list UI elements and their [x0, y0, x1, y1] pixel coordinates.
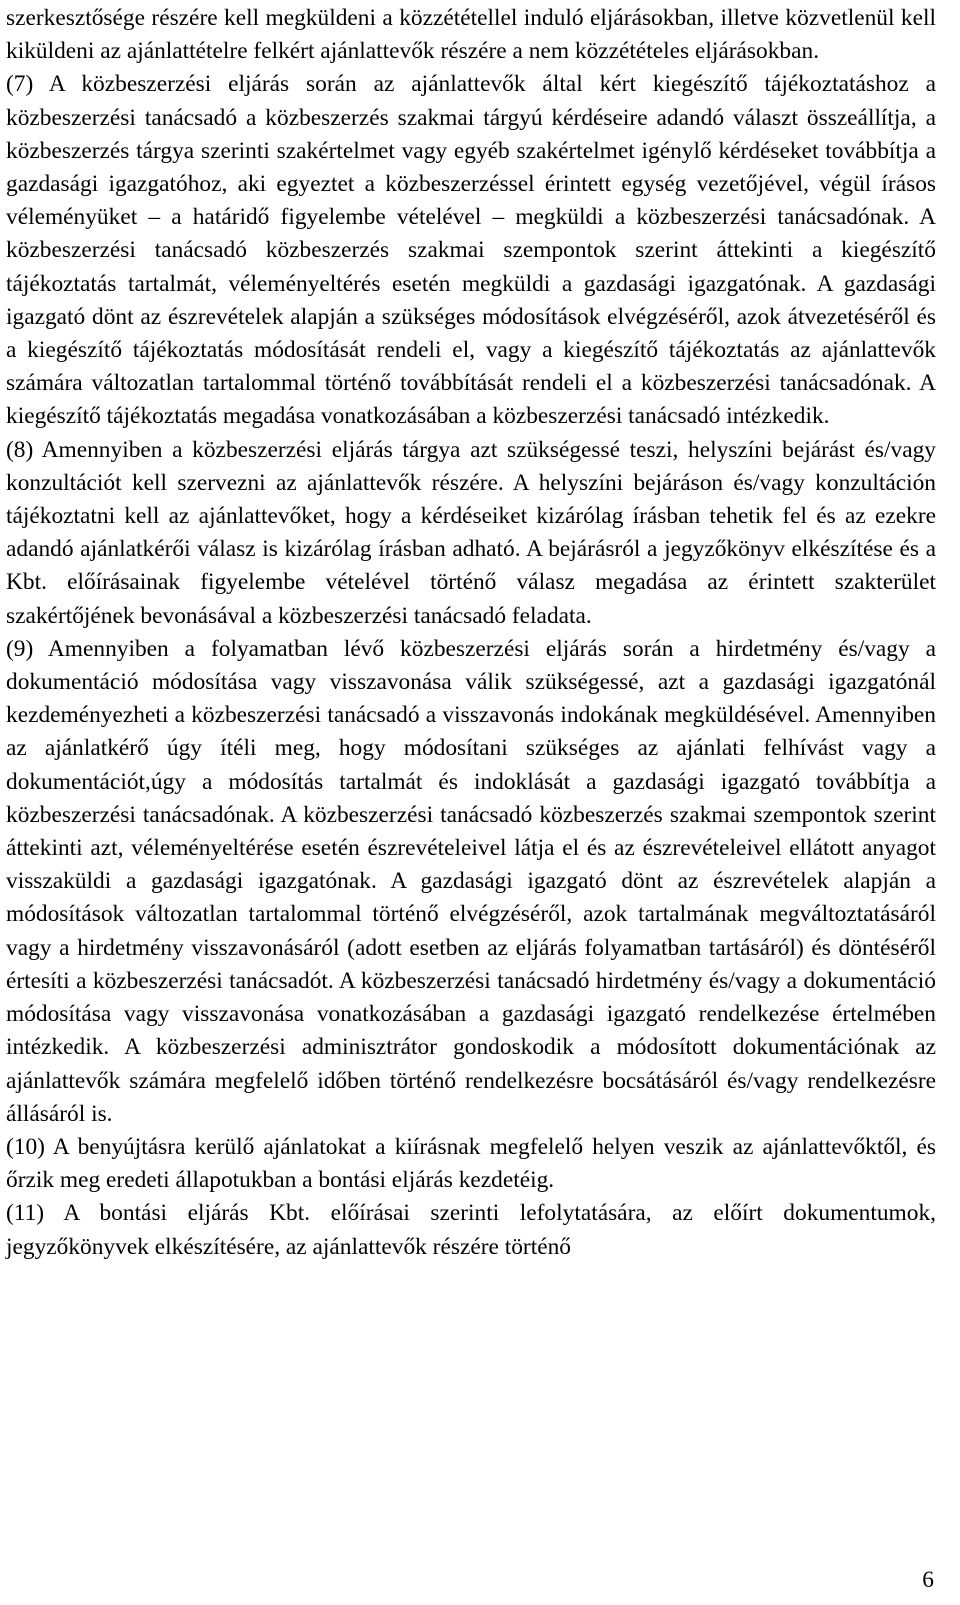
paragraph-10: (10) A benyújtásra kerülő ajánlatokat a kiírásnak megfelelő helyen veszik az ajánlattevőktől, és őrzik meg eredeti állapotukban a bontási eljárás kezdetéig. [6, 1133, 936, 1194]
paragraph-continuation: szerkesztősége részére kell megküldeni a közzététellel induló eljárásokban, illetve közvetlenül kell kiküldeni az ajánlattételre felkért ajánlattevők részére a nem közzétételes eljárásokban. [6, 5, 936, 65]
paragraph-8: (8) Amennyiben a közbeszerzési eljárás tárgya azt szükségessé teszi, helyszíni bejárást és/vagy konzultációt kell szervezni az ajánlattevők részére. A helyszíni bejáráson és/vagy konzultáción tájékoztatni kell az ajánlattevőket, hogy a kérdéseiket kizárólag írásban tehetik fel és az ezekre adandó ajánlatkérői válasz is kizárólag írásban adható. A bejárásról a jegyzőkönyv elkészítése és a Kbt. előírásainak figyelembe vételével történő válasz megadása az érintett szakterület szakértőjének bevonásával a közbeszerzési tanácsadó feladata. [6, 436, 936, 629]
document-body [6, 2, 936, 1264]
paragraph-7: (7) A közbeszerzési eljárás során az ajánlattevők által kért kiegészítő tájékoztatáshoz a közbeszerzési tanácsadó a közbeszerzés szakmai tárgyú kérdéseire adandó választ összeállítja, a közbeszerzés tárgya szerinti szakértelmet vagy egyéb szakértelmet igénylő kérdéseket továbbítja a gazdasági igazgatóhoz, aki egyeztet a közbeszerzéssel érintett egység vezetőjével, végül írásos véleményüket – a határidő figyelembe vételével – megküldi a közbeszerzési tanácsadónak. A közbeszerzési tanácsadó közbeszerzés szakmai szempontok szerint áttekinti a kiegészítő tájékoztatás tartalmát, véleményeltérés esetén megküldi a gazdasági igazgatónak. A gazdasági igazgató dönt az észrevételek alapján a szükséges módosítások elvégzéséről, azok átvezetéséről és a kiegészítő tájékoztatás módosítását rendeli el, vagy a kiegészítő tájékoztatás az ajánlattevők számára változatlan tartalommal történő továbbítását rendeli el a közbeszerzési tanácsadónak. A kiegészítő tájékoztatás megadása vonatkozásában a közbeszerzési tanácsadó intézkedik. [6, 71, 936, 430]
paragraph-9: (9) Amennyiben a folyamatban lévő közbeszerzési eljárás során a hirdetmény és/vagy a dokumentáció módosítása vagy visszavonása válik szükségessé, azt a gazdasági igazgatónál kezdeményezheti a közbeszerzési tanácsadó a visszavonás indokának megküldésével. Amennyiben az ajánlatkérő úgy ítéli meg, hogy módosítani szükséges az ajánlati felhívást vagy a dokumentációt,úgy a módosítás tartalmát és indoklását a gazdasági igazgató továbbítja a közbeszerzési tanácsadónak. A közbeszerzési tanácsadó közbeszerzés szakmai szempontok szerint áttekinti azt, véleményeltérése esetén észrevételeivel látja el és az észrevételeivel ellátott anyagot visszaküldi a gazdasági igazgatónak. A gazdasági igazgató dönt az észrevételek alapján a módosítások változatlan tartalommal történő elvégzéséről, azok tartalmának megváltoztatásáról vagy a hirdetmény visszavonásáról (adott esetben az eljárás folyamatban tartásáról) és döntéséről értesíti a közbeszerzési tanácsadót. A közbeszerzési tanácsadó hirdetmény és/vagy a dokumentáció módosítása vagy visszavonása vonatkozásában a gazdasági igazgató rendelkezése értelmében intézkedik. A közbeszerzési adminisztrátor gondoskodik a módosított dokumentációnak az ajánlattevők számára megfelelő időben történő rendelkezésre bocsátásáról és/vagy rendelkezésre állásáról is. [6, 635, 936, 1127]
paragraph-11: (11) A bontási eljárás Kbt. előírásai szerinti lefolytatására, az előírt dokumentumok, jegyzőkönyvek elkészítésére, az ajánlattevők részére történő [6, 1200, 936, 1260]
page-number: 6 [922, 1567, 934, 1593]
